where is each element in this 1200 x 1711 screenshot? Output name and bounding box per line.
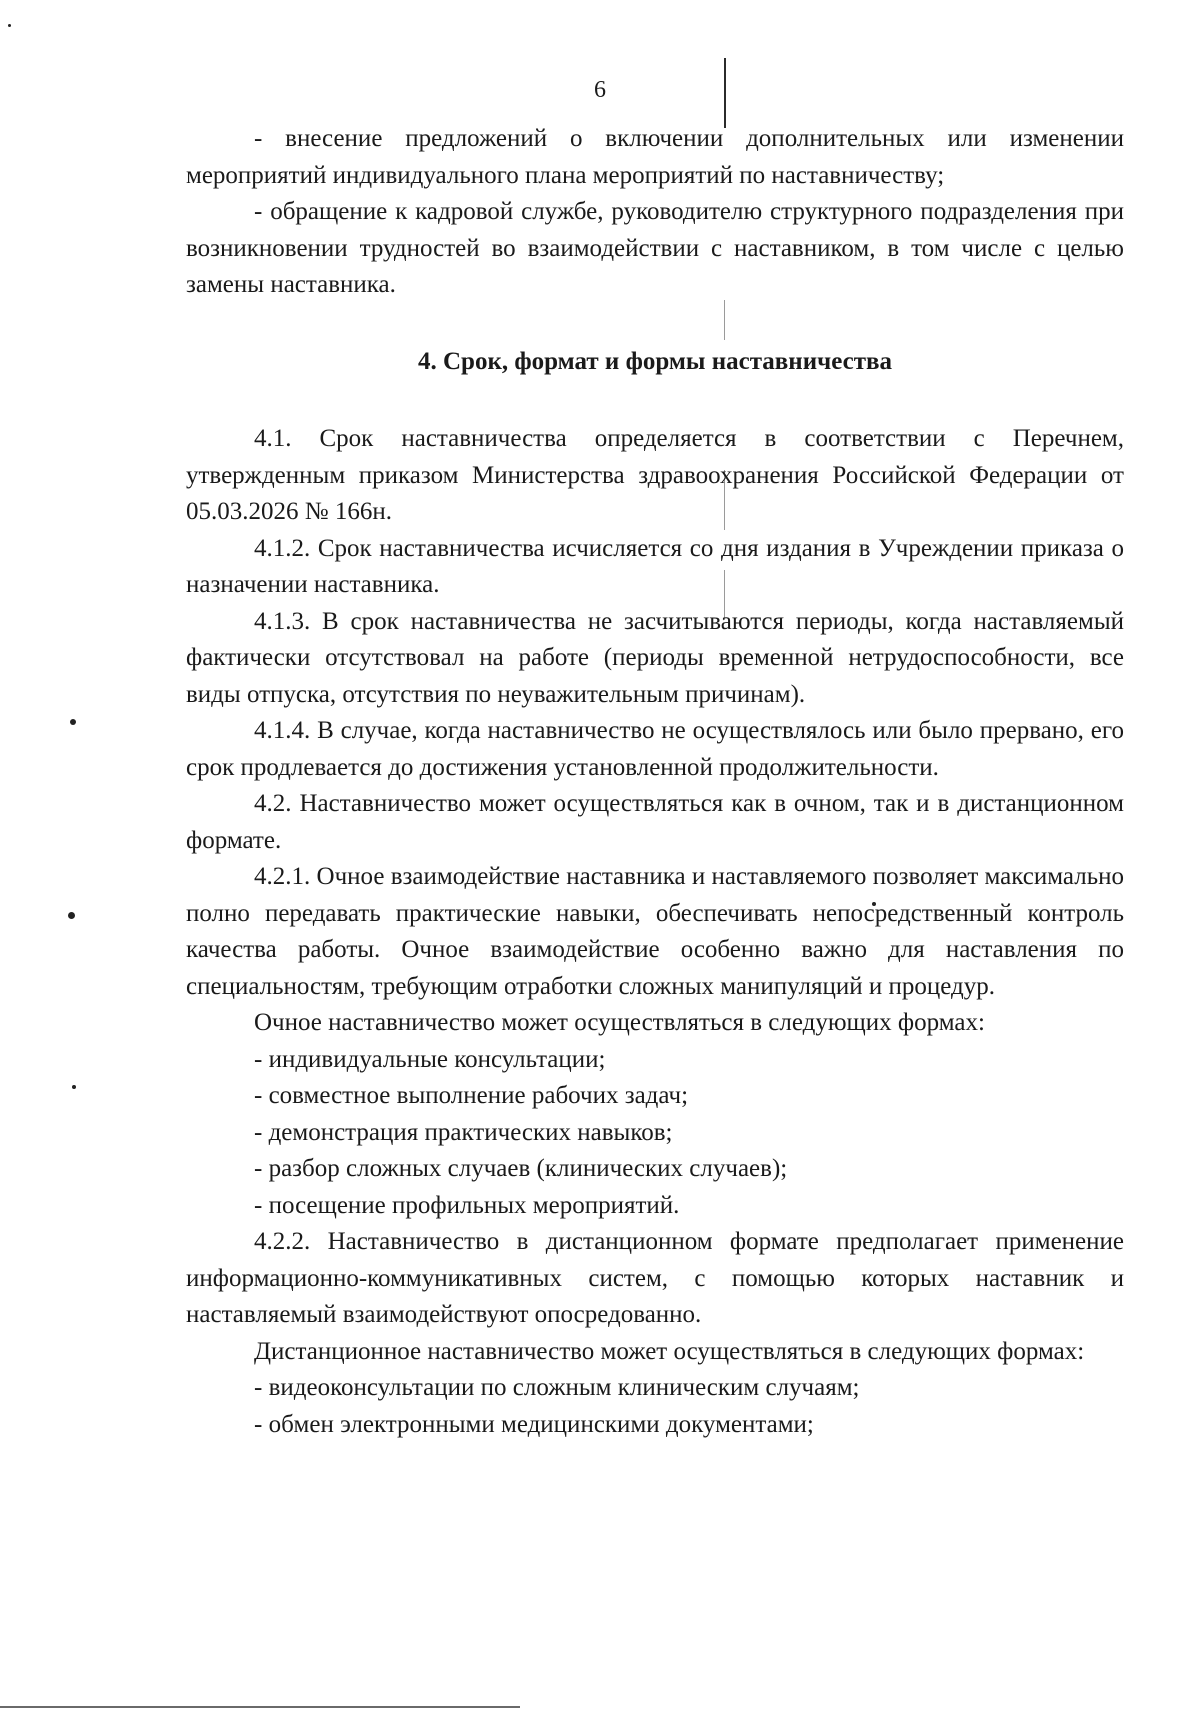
list-item: - демонстрация практических навыков; [254,1118,673,1146]
scan-bottom-edge [0,1706,520,1708]
scan-artifact-line [724,300,725,340]
paragraph: - внесение предложений о включении дополнительных или изменении мероприятий индивидуального плана мероприятий по наставничеству; [186,125,1124,189]
paragraph: - обращение к кадровой службе, руководителю структурного подразделения при возникновении трудностей во взаимодействии с наставником, в том числе с целью замены наставника. [186,198,1124,298]
paragraph: 4.1.4. В случае, когда наставничество не осуществлялось или было прервано, его срок продлевается до достижения установленной продолжительности. [186,717,1124,781]
paragraph: Дистанционное наставничество может осуществляться в следующих формах: [254,1337,1085,1365]
paragraph: 4.2.1. Очное взаимодействие наставника и наставляемого позволяет максимально полно передавать практические навыки, обеспечивать непосредственный контроль качества работы. Очное взаимодействие особенно важно для наставления по специальностям, требующим отработки сложных манипуляций и процедур. [186,863,1124,1000]
list-item: - обмен электронными медицинскими документами; [254,1410,814,1438]
paragraph: 4.2.2. Наставничество в дистанционном формате предполагает применение информационно-коммуникативных систем, с помощью которых наставник и наставляемый взаимодействуют опосредованно. [186,1228,1124,1328]
paragraph: 4.1.2. Срок наставничества исчисляется со дня издания в Учреждении приказа о назначении наставника. [186,534,1124,598]
scan-speck [72,1085,76,1089]
section-heading-block [186,344,1124,380]
paragraph: 4.1.3. В срок наставничества не засчитываются периоды, когда наставляемый фактически отсутствовал на работе (периоды временной нетрудоспособности, все виды отпуска, отсутствия по неуважительным причинам). [186,607,1124,708]
list-item: - совместное выполнение рабочих задач; [254,1082,689,1109]
top-paragraphs [186,121,1124,304]
scan-speck [8,24,11,27]
list-item: - разбор сложных случаев (клинических случаев); [254,1155,788,1182]
list-item: - индивидуальные консультации; [254,1045,606,1073]
list-item: - видеоконсультации по сложным клиническим случаям; [254,1374,860,1401]
scan-speck [68,912,75,919]
list-item: - посещение профильных мероприятий. [254,1191,680,1219]
section-heading: 4. Срок, формат и формы наставничества [418,348,892,375]
paragraph: Очное наставничество может осуществляться в следующих формах: [254,1009,985,1036]
section-body [186,421,1124,1443]
page-number: 6 [594,77,606,103]
paragraph: 4.2. Наставничество может осуществляться как в очном, так и в дистанционном формате. [186,790,1124,854]
scan-speck [70,719,76,725]
paragraph: 4.1. Срок наставничества определяется в соответствии с Перечнем, утвержденным приказом Министерства здравоохранения Российской Федерации от 05.03.2026 № 166н. [186,425,1124,525]
